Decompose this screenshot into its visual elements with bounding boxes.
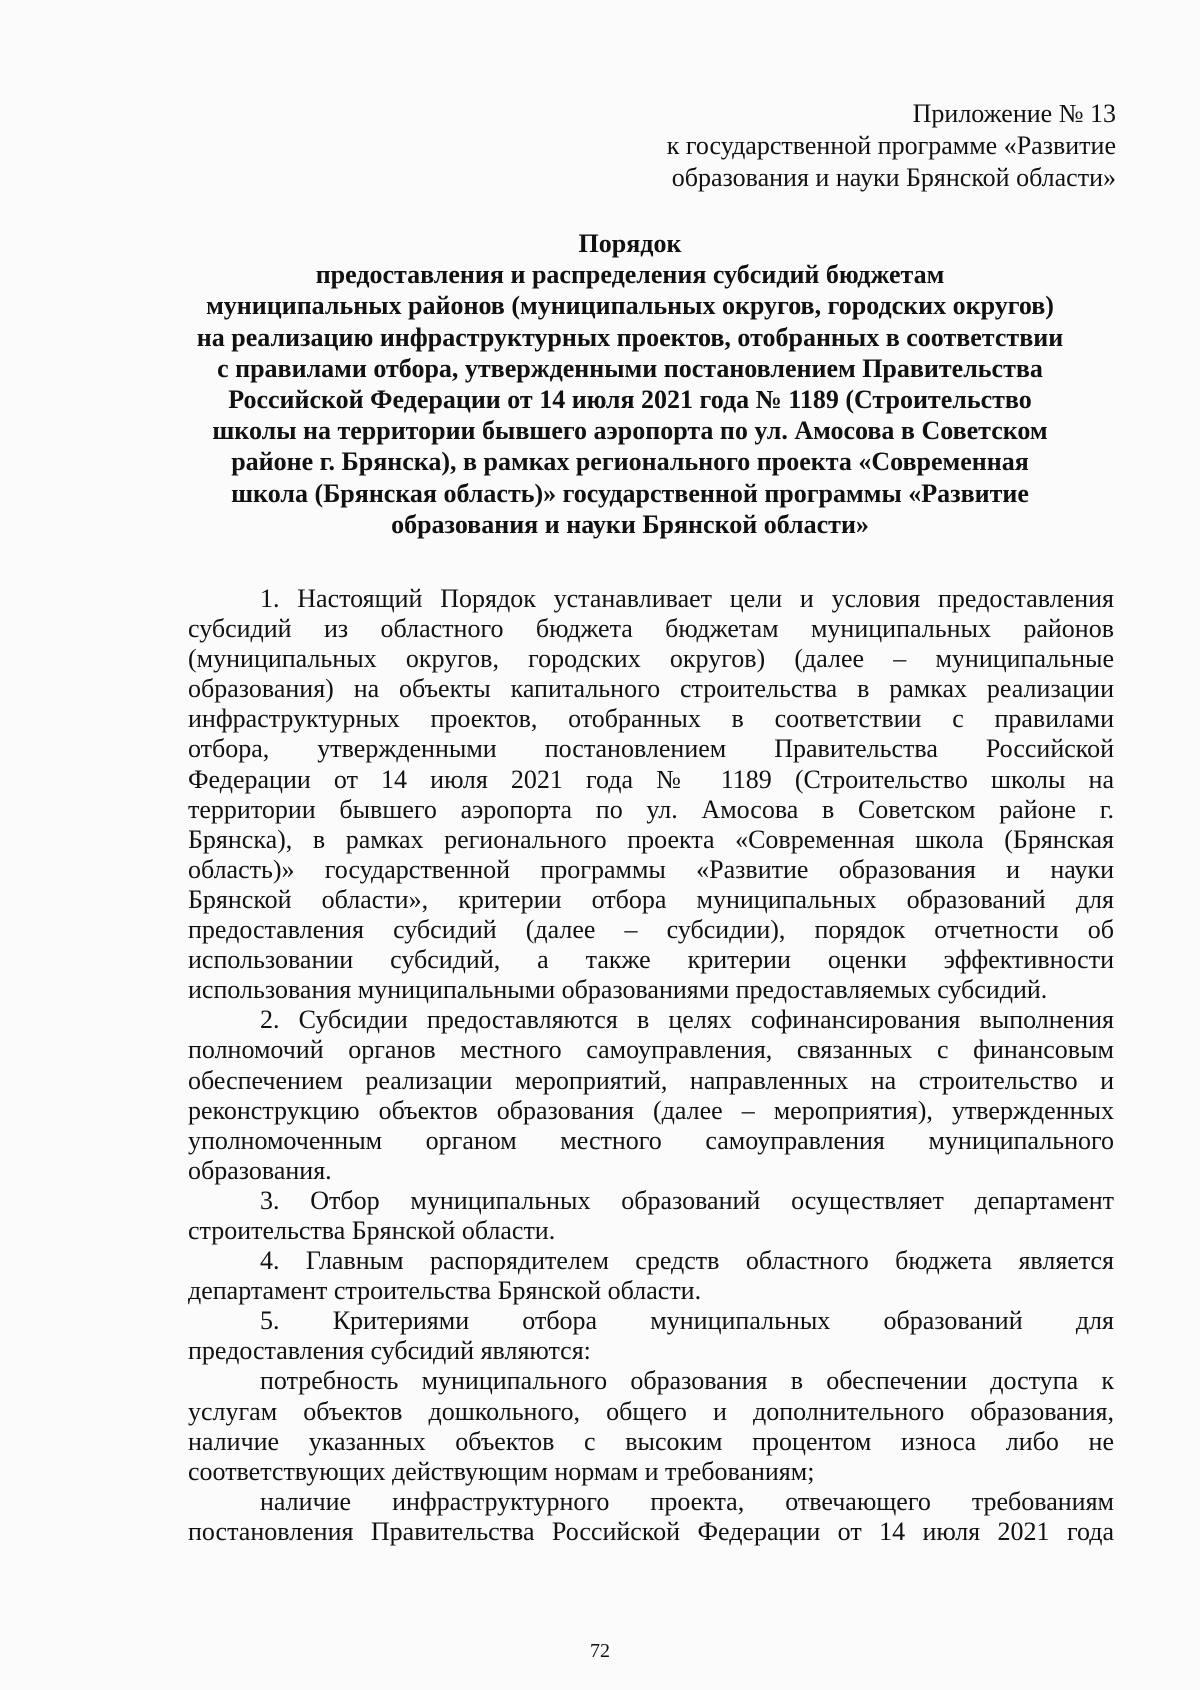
body-line: постановления Правительства Российской Федерации от 14 июля 2021 года — [188, 1516, 1114, 1546]
document-body — [188, 584, 1114, 1547]
body-line: 5. Критериями отбора муниципальных образований для — [260, 1306, 1114, 1336]
body-line: Брянской области», критерии отбора муниципальных образований для — [188, 884, 1114, 914]
title-line: районе г. Брянска), в рамках регионального проекта «Современная — [231, 447, 1029, 477]
document-title — [150, 228, 1110, 540]
body-line: уполномоченным органом местного самоуправления муниципального — [188, 1125, 1114, 1155]
appendix-line: к государственной программе «Развитие — [666, 131, 1116, 160]
body-line: полномочий органов местного самоуправления, связанных с финансовым — [188, 1035, 1114, 1065]
body-line: образования. — [188, 1155, 332, 1185]
title-line: муниципальных районов (муниципальных округов, городских округов) — [206, 291, 1054, 321]
body-line: 3. Отбор муниципальных образований осуществляет департамент — [260, 1185, 1114, 1215]
appendix-line: образования и науки Брянской области» — [671, 163, 1116, 192]
body-line: департамент строительства Брянской области. — [188, 1276, 702, 1306]
body-line: субсидий из областного бюджета бюджетам муниципальных районов — [188, 614, 1114, 644]
body-line: Брянска), в рамках регионального проекта «Современная школа (Брянская — [188, 824, 1114, 854]
body-line: обеспечением реализации мероприятий, направленных на строительство и — [188, 1065, 1114, 1095]
body-line: использования муниципальными образованиями предоставляемых субсидий. — [188, 975, 1048, 1005]
title-line: школы на территории бывшего аэропорта по ул. Амосова в Советском — [212, 416, 1048, 446]
body-line: строительства Брянской области. — [188, 1215, 556, 1245]
appendix-header — [596, 98, 1116, 194]
body-line: соответствующих действующим нормам и требованиям; — [188, 1456, 815, 1486]
body-line: территории бывшего аэропорта по ул. Амосова в Советском районе г. — [188, 794, 1114, 824]
title-line: Порядок — [578, 229, 682, 258]
appendix-line: Приложение № 13 — [912, 99, 1116, 128]
body-line: предоставления субсидий (далее – субсидии), порядок отчетности об — [188, 915, 1114, 945]
body-line: (муниципальных округов, городских округов) (далее – муниципальные — [188, 644, 1114, 674]
page-number: 72 — [590, 1640, 610, 1662]
body-line: Федерации от 14 июля 2021 года № 1189 (Строительство школы на — [188, 764, 1114, 794]
title-line: школа (Брянская область)» государственной программы «Развитие — [231, 478, 1029, 508]
title-line: образования и науки Брянской области» — [391, 509, 869, 539]
body-line: использовании субсидий, а также критерии оценки эффективности — [188, 945, 1114, 975]
title-line: предоставления и распределения субсидий бюджетам — [315, 260, 945, 290]
body-line: 4. Главным распорядителем средств областного бюджета является — [260, 1246, 1114, 1276]
body-line: наличие указанных объектов с высоким процентом износа либо не — [188, 1426, 1114, 1456]
body-line: 2. Субсидии предоставляются в целях софинансирования выполнения — [260, 1005, 1114, 1035]
body-line: образования) на объекты капитального строительства в рамках реализации — [188, 674, 1114, 704]
title-line: с правилами отбора, утвержденными постановлением Правительства — [217, 353, 1043, 383]
body-line: потребность муниципального образования в обеспечении доступа к — [260, 1366, 1114, 1396]
body-line: 1. Настоящий Порядок устанавливает цели и условия предоставления — [260, 584, 1114, 613]
title-line: Российской Федерации от 14 июля 2021 года № 1189 (Строительство — [228, 385, 1032, 415]
body-line: отбора, утвержденными постановлением Правительства Российской — [188, 734, 1114, 764]
body-line: предоставления субсидий являются: — [188, 1336, 591, 1366]
body-line: реконструкцию объектов образования (далее – мероприятия), утвержденных — [188, 1095, 1114, 1125]
body-line: услугам объектов дошкольного, общего и дополнительного образования, — [188, 1396, 1114, 1426]
body-line: область)» государственной программы «Развитие образования и науки — [188, 854, 1114, 884]
title-line: на реализацию инфраструктурных проектов, отобранных в соответствии — [196, 322, 1064, 352]
body-line: наличие инфраструктурного проекта, отвечающего требованиям — [260, 1486, 1114, 1516]
body-line: инфраструктурных проектов, отобранных в соответствии с правилами — [188, 704, 1114, 734]
